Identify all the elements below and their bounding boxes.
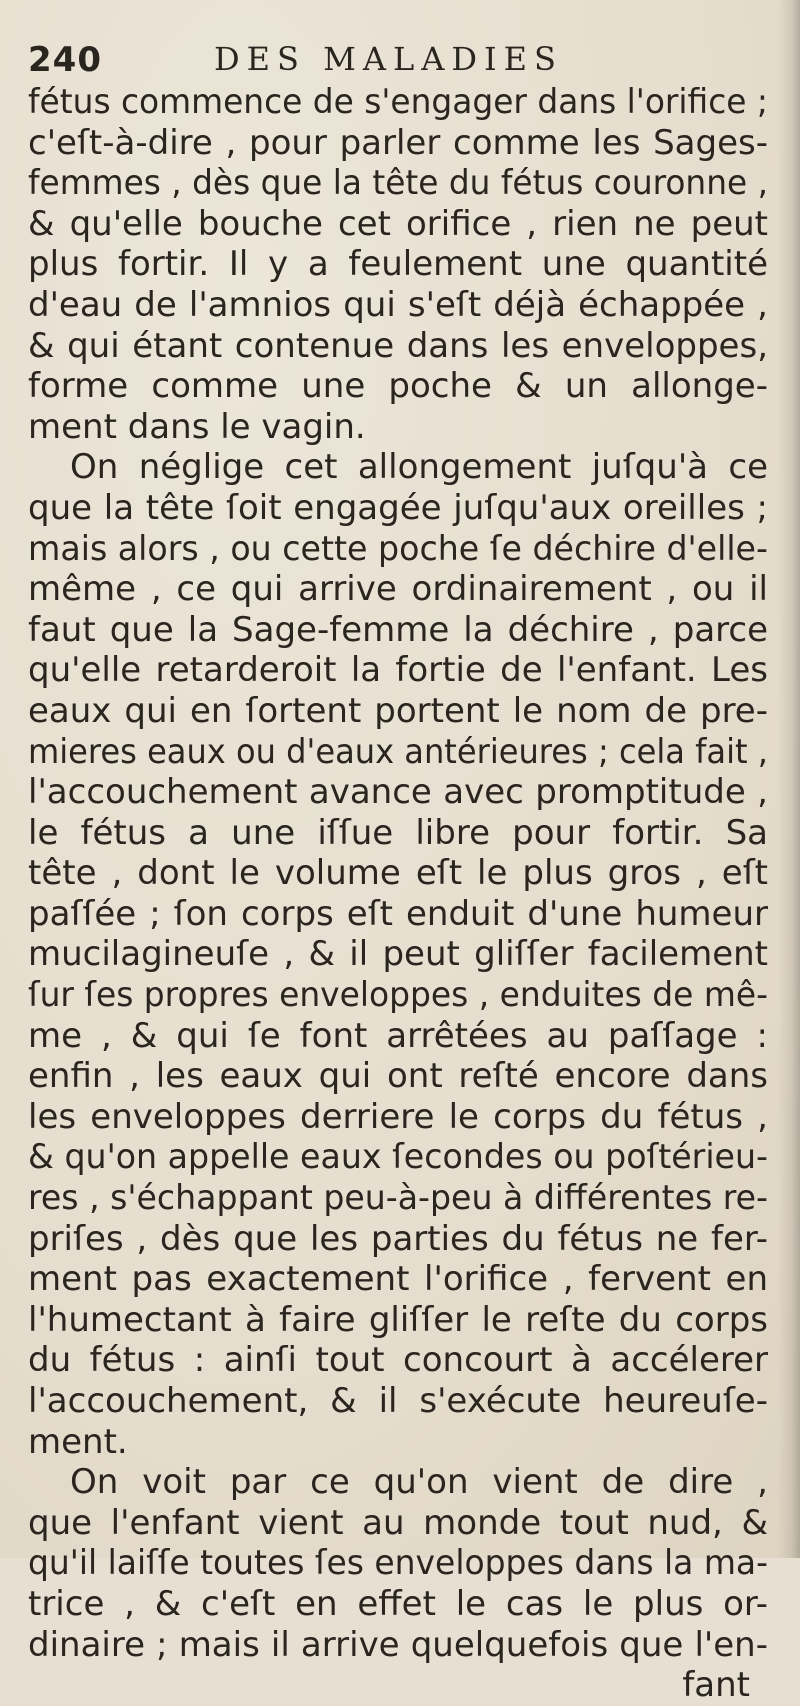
text-line: ment dans le vagin. xyxy=(28,406,366,447)
text-line: même , ce qui arrive ordinairement , ou il xyxy=(28,569,768,610)
text-line: faut que la Sage-femme la déchire , parce xyxy=(28,609,768,650)
text-line: priſes , dès que les parties du fétus ne fer- xyxy=(28,1218,768,1259)
text-line: paſſée ; ſon corps eſt enduit d'une humeur xyxy=(28,893,768,934)
running-head: DES MALADIES xyxy=(214,40,563,78)
text-line: d'eau de l'amnios qui s'eſt déjà échappée , xyxy=(28,284,768,325)
text-line: mieres eaux ou d'eaux antérieures ; cela fait , xyxy=(28,731,768,772)
text-line: le fétus a une iſſue libre pour fortir. Sa xyxy=(28,812,768,853)
catchword: fant xyxy=(682,1665,750,1706)
text-line: me , & qui ſe font arrêtées au paſſage : xyxy=(28,1015,768,1056)
page-number: 240 xyxy=(28,40,102,80)
page-edge-shadow xyxy=(778,0,800,1558)
text-line: c'eſt-à-dire , pour parler comme les Sages- xyxy=(28,122,768,163)
text-line: les enveloppes derriere le corps du fétus , xyxy=(28,1096,768,1137)
text-line: ment. xyxy=(28,1421,128,1462)
paragraph-start-line: On voit par ce qu'on vient de dire , xyxy=(70,1462,768,1503)
text-line: enfin , les eaux qui ont reſté encore dans xyxy=(28,1056,768,1097)
text-line: & qu'on appelle eaux ſecondes ou poſtérieu- xyxy=(28,1137,769,1178)
text-line: du fétus : ainſi tout concourt à accélerer xyxy=(28,1340,768,1381)
text-line: trice , & c'eſt en effet le cas le plus or- xyxy=(28,1583,768,1624)
text-line: fétus commence de s'engager dans l'orifice ; xyxy=(28,82,768,122)
text-line: & qui étant contenue dans les enveloppes, xyxy=(28,325,768,366)
text-line: ſur ſes propres enveloppes , enduites de mê- xyxy=(28,975,768,1016)
text-line: l'accouchement, & il s'exécute heureuſe- xyxy=(28,1381,768,1421)
text-line: res , s'échappant peu-à-peu à différentes re- xyxy=(28,1178,769,1219)
text-line: qu'elle retarderoit la fortie de l'enfant. Les xyxy=(28,650,768,691)
text-line: mais alors , ou cette poche ſe déchire d'elle- xyxy=(28,528,768,569)
paragraph-start-line: On néglige cet allongement juſqu'à ce xyxy=(70,447,768,488)
text-line: femmes , dès que la tête du fétus couronne , xyxy=(28,163,768,204)
text-line: que la tête ſoit engagée juſqu'aux oreilles ; xyxy=(28,487,768,528)
text-line: eaux qui en ſortent portent le nom de pre- xyxy=(28,690,768,731)
text-line: qu'il laiſſe toutes ſes enveloppes dans la ma- xyxy=(28,1543,768,1584)
text-line: l'accouchement avance avec promptitude , xyxy=(28,772,768,813)
text-line: tête , dont le volume eſt le plus gros , eſt xyxy=(28,853,768,894)
text-line: que l'enfant vient au monde tout nud, & xyxy=(28,1502,768,1543)
text-line: plus fortir. Il y a feulement une quantité xyxy=(28,244,768,285)
text-line: mucilagineuſe , & il peut gliſſer facilement xyxy=(28,934,768,975)
body-text xyxy=(28,82,768,1706)
text-line: ment pas exactement l'orifice , fervent en xyxy=(28,1259,768,1300)
text-line: & qu'elle bouche cet orifice , rien ne peut xyxy=(28,203,768,244)
text-line: forme comme une poche & un allonge- xyxy=(28,366,768,407)
text-line: l'humectant à faire gliſſer le reſte du corps xyxy=(28,1299,768,1340)
text-line: dinaire ; mais il arrive quelquefois que l'en- xyxy=(28,1624,768,1665)
